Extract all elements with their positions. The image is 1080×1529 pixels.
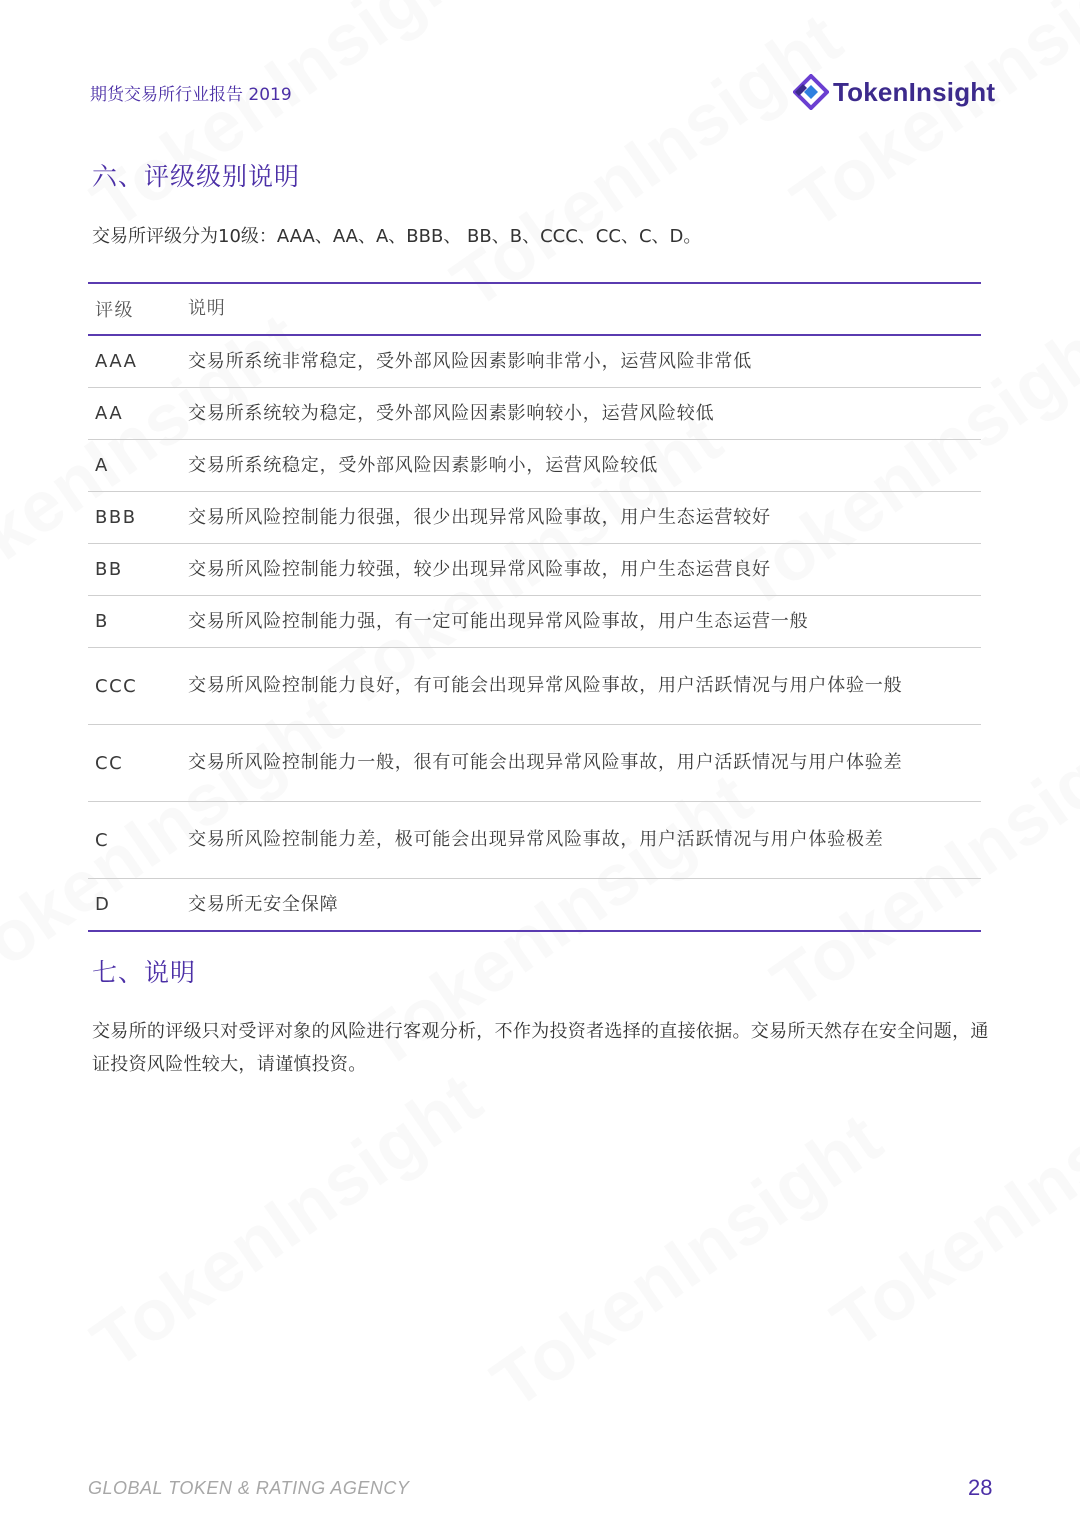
table-row <box>88 492 981 544</box>
description-cell: 交易所风险控制能力差，极可能会出现异常风险事故，用户活跃情况与用户体验极差 <box>188 802 981 879</box>
description-cell: 交易所风险控制能力良好，有可能会出现异常风险事故，用户活跃情况与用户体验一般 <box>188 648 981 725</box>
rating-intro: 交易所评级分为10级：AAA、AA、A、BBB、 BB、B、CCC、CC、C、D。 <box>92 226 702 247</box>
table-row <box>88 725 981 802</box>
disclaimer-paragraph: 交易所的评级只对受评对象的风险进行客观分析，不作为投资者选择的直接依据。交易所天然存在安全问题，通证投资风险性较大，请谨慎投资。 <box>92 1021 989 1075</box>
grade-cell: BBB <box>88 492 188 544</box>
description-cell: 交易所风险控制能力很强，很少出现异常风险事故，用户生态运营较好 <box>188 492 981 544</box>
description-cell: 交易所风险控制能力一般，很有可能会出现异常风险事故，用户活跃情况与用户体验差 <box>188 725 981 802</box>
watermark-text <box>438 0 857 325</box>
grade-cell: AA <box>88 388 188 440</box>
report-title: 期货交易所行业报告 2019 <box>90 85 292 105</box>
description-cell: 交易所无安全保障 <box>188 879 981 932</box>
table-row <box>88 648 981 725</box>
grade-cell: B <box>88 596 188 648</box>
description-cell: 交易所风险控制能力强，有一定可能出现异常风险事故，用户生态运营一般 <box>188 596 981 648</box>
description-cell: 交易所系统非常稳定，受外部风险因素影响非常小，运营风险非常低 <box>188 335 981 388</box>
footer-agency: GLOBAL TOKEN & RATING AGENCY <box>88 1478 410 1498</box>
table-row <box>88 388 981 440</box>
table-row <box>88 544 981 596</box>
table-row <box>88 440 981 492</box>
watermark-text <box>818 1037 1080 1365</box>
description-cell: 交易所系统较为稳定，受外部风险因素影响较小，运营风险较低 <box>188 388 981 440</box>
header-description: 说明 <box>188 283 981 335</box>
table-row <box>88 596 981 648</box>
table-row <box>88 879 981 932</box>
watermark-text <box>478 1097 897 1425</box>
grade-cell: C <box>88 802 188 879</box>
grade-cell: A <box>88 440 188 492</box>
description-cell: 交易所系统稳定，受外部风险因素影响小，运营风险较低 <box>188 440 981 492</box>
logo-wordmark: TokenInsight <box>833 76 996 107</box>
grade-cell: CCC <box>88 648 188 725</box>
header-grade: 评级 <box>88 283 188 335</box>
description-cell: 交易所风险控制能力较强，较少出现异常风险事故，用户生态运营良好 <box>188 544 981 596</box>
page-number: 28 <box>968 1475 993 1500</box>
brand-logo <box>793 74 995 110</box>
table-row <box>88 802 981 879</box>
tokeninsight-logo-icon <box>793 74 829 110</box>
rating-table <box>88 282 981 932</box>
table-header-row <box>88 283 981 335</box>
grade-cell: AAA <box>88 335 188 388</box>
grade-cell: CC <box>88 725 188 802</box>
watermark-text <box>778 0 1080 245</box>
watermark-text <box>78 1057 497 1385</box>
table-row <box>88 335 981 388</box>
grade-cell: D <box>88 879 188 932</box>
grade-cell: BB <box>88 544 188 596</box>
section-7-title: 七、说明 <box>92 958 197 987</box>
watermark-text <box>78 0 497 245</box>
section-6-title: 六、评级级别说明 <box>92 162 301 191</box>
